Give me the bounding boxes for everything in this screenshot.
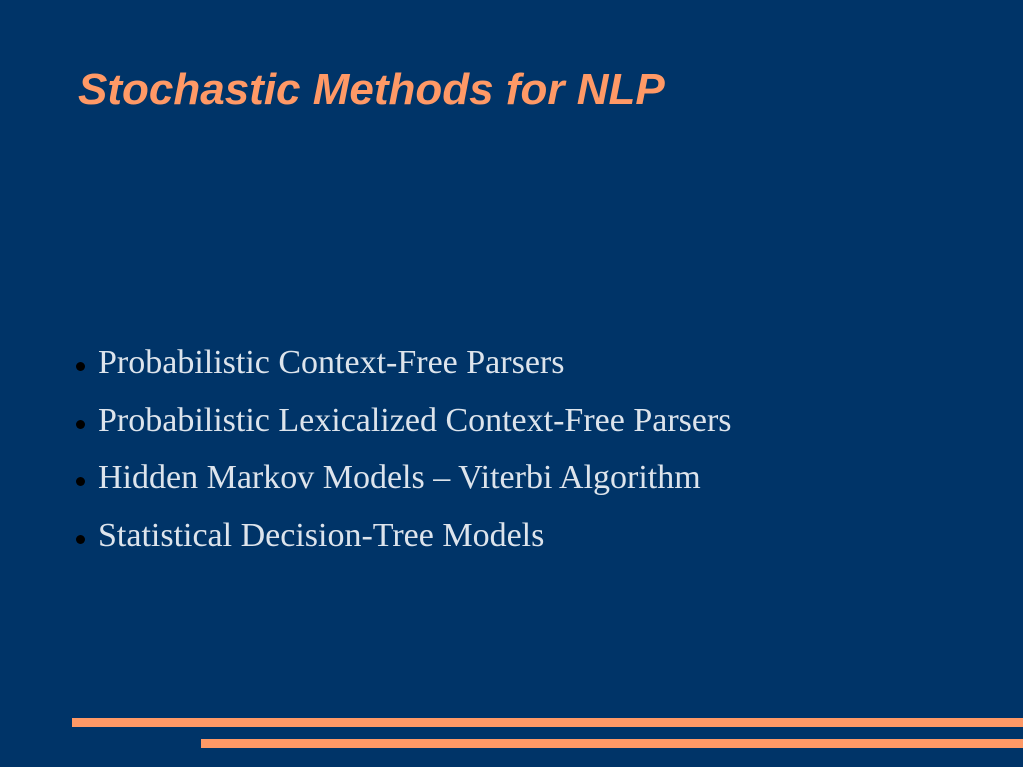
slide-title: Stochastic Methods for NLP: [78, 65, 665, 114]
bullet-text: Probabilistic Context-Free Parsers: [98, 344, 565, 381]
bullet-item: [76, 343, 732, 401]
bullet-dot-icon: [76, 535, 85, 544]
bullet-text: Probabilistic Lexicalized Context-Free Parsers: [98, 401, 732, 439]
bullet-dot-icon: [76, 477, 85, 486]
bullet-list: [76, 343, 732, 573]
bullet-item: [76, 401, 732, 459]
accent-rule-bottom: [201, 739, 1023, 748]
bullet-item: [76, 458, 732, 516]
bullet-item: [76, 516, 732, 574]
bullet-dot-icon: [76, 420, 85, 429]
bullet-dot-icon: [76, 362, 85, 371]
bullet-text: Hidden Markov Models – Viterbi Algorithm: [98, 459, 701, 496]
accent-rule-top: [72, 718, 1023, 727]
bullet-text: Statistical Decision-Tree Models: [98, 516, 545, 554]
